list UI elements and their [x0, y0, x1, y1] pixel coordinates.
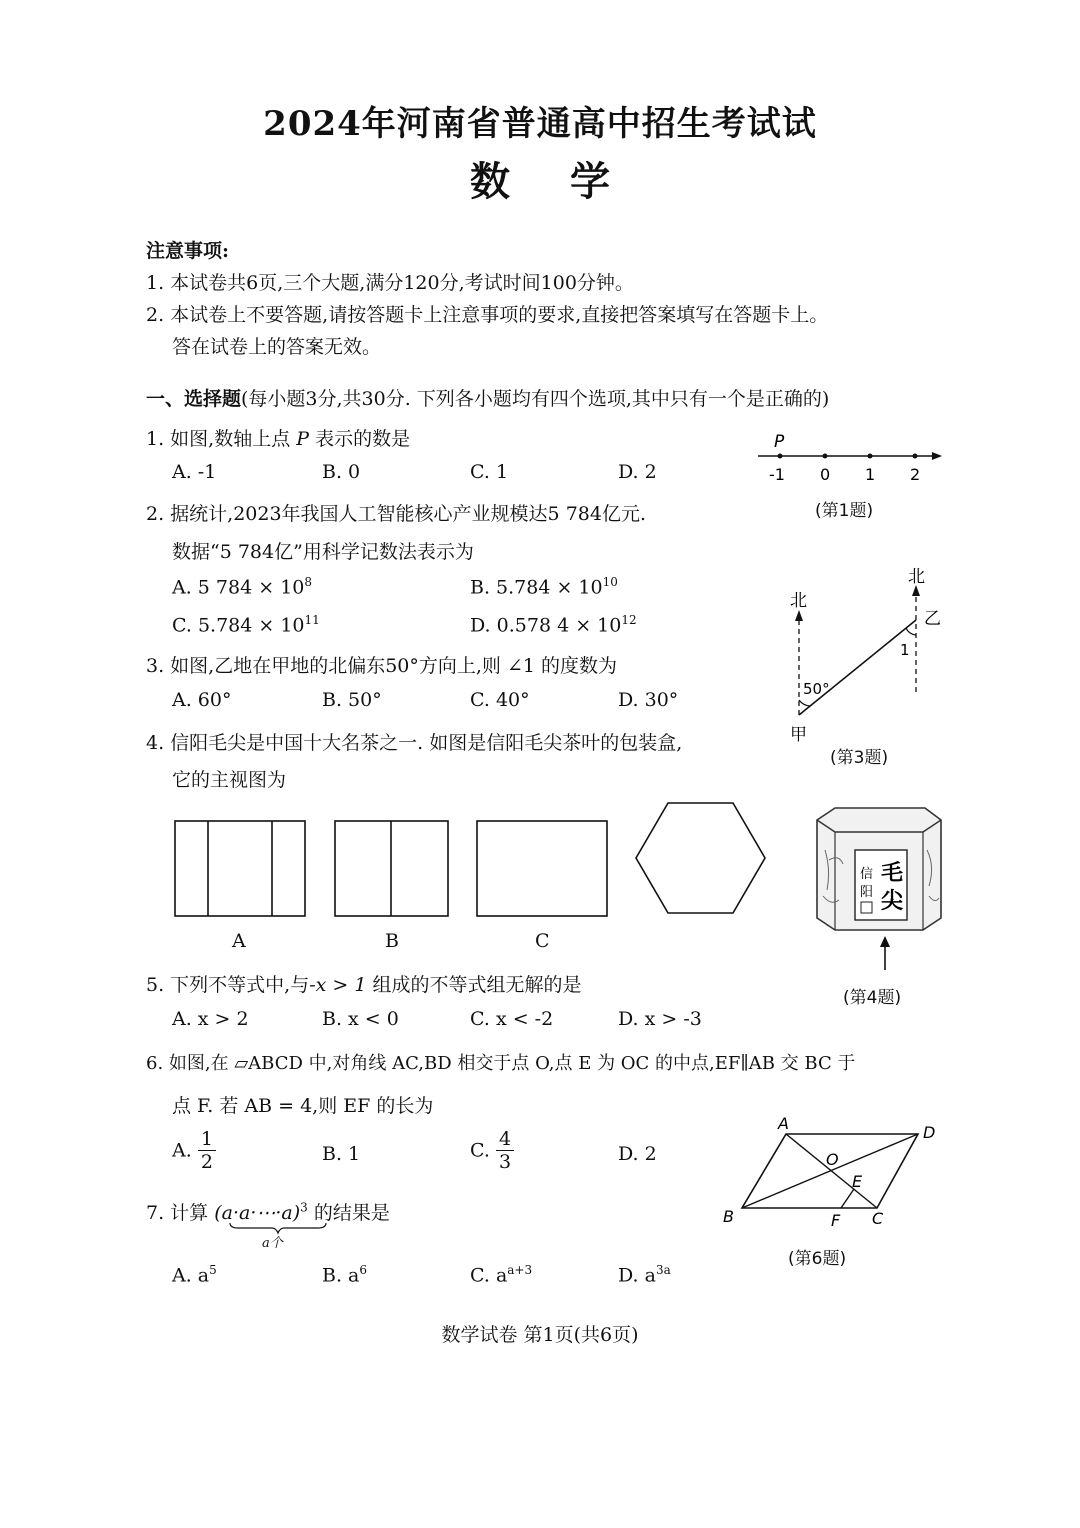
question-7-stem: [146, 1198, 390, 1225]
vertex-a-label: A: [778, 1114, 789, 1133]
q1-option-b: B. 0: [322, 461, 361, 483]
angle-50-arc: [799, 700, 810, 706]
question-6-stem-2: 点 F. 若 AB = 4,则 EF 的长为: [172, 1095, 434, 1117]
question-4-stem-2: 它的主视图为: [172, 769, 287, 791]
vertex-d-label: D: [923, 1123, 936, 1142]
q2-option-d: D. 0.578 $4 \times 10^{12}$: [470, 613, 637, 637]
section-desc: (每小题3分,共30分. 下列各小题均有四个选项,其中只有一个是正确的): [241, 388, 830, 410]
q5-option-c: C. x < -2: [470, 1008, 554, 1030]
point-o-label: O: [826, 1150, 839, 1169]
exam-title: 2024年河南省普通高中招生考试试: [263, 104, 817, 144]
q3-direction-figure: [780, 560, 960, 750]
q7-option-c: C. $a^{a+3}$: [470, 1263, 533, 1287]
q7-brace-label: a个: [262, 1236, 283, 1251]
figure-c-rect: [477, 821, 607, 916]
vertex-c-label: C: [872, 1209, 884, 1228]
q5-stem-b: 组成的不等式组无解的是: [372, 974, 582, 996]
question-2-stem-1: 2. 据统计,2023年我国人工智能核心产业规模达5 784亿元.: [146, 503, 646, 525]
box-text-xin: 信: [860, 867, 874, 882]
question-1-stem: [146, 424, 410, 451]
north-arrow-jia: [795, 610, 803, 621]
q7-exp: 3: [300, 1200, 308, 1215]
q7-option-d: D. $a^{3a}$: [618, 1263, 671, 1287]
q1-stem-var: P: [296, 428, 310, 450]
figure-a-rect: [175, 821, 305, 916]
point-e-label: E: [852, 1172, 863, 1191]
tick-dot-2: [913, 454, 918, 459]
box-text-mao: 毛: [881, 861, 904, 886]
q7-option-a: A. $a^5$: [172, 1263, 217, 1287]
tick-label-2: 2: [910, 465, 921, 484]
q7-expr: (a·a·⋯·a): [214, 1202, 301, 1224]
q6-option-a: A. $\frac{1}{2}$: [172, 1128, 216, 1173]
q6-option-b: B. 1: [322, 1143, 361, 1165]
q7-option-b: B. $a^6$: [322, 1263, 368, 1287]
tick-label-0: 0: [820, 465, 831, 484]
q4-tea-box-figure: [805, 800, 945, 980]
angle-1-arc: [906, 628, 916, 635]
section-title: 一、选择题: [146, 388, 242, 410]
q4-label-c: C: [535, 930, 550, 952]
q5-option-d: D. x > -3: [618, 1008, 702, 1030]
tick-dot-minus1: [778, 454, 783, 459]
q3-option-a: A. 60°: [172, 689, 232, 711]
yi-label: 乙: [924, 609, 941, 629]
q6-parallelogram-figure: [720, 1110, 960, 1240]
tick-label-minus1: -1: [769, 465, 785, 484]
q5-stem-expr: -x > 1: [309, 974, 367, 996]
q3-option-c: C. 40°: [470, 689, 530, 711]
subject-title: 数学: [470, 158, 670, 205]
notice-heading: 注意事项:: [146, 240, 230, 262]
q2-option-a: A. 5 $784 \times 10^8$: [172, 575, 313, 599]
q2-option-b: B. $5.784 \times 10^{10}$: [470, 575, 618, 599]
q3-option-b: B. 50°: [322, 689, 382, 711]
question-5-stem: [146, 970, 582, 997]
box-text-jian: 尖: [881, 889, 904, 914]
q6-caption: (第6题): [788, 1249, 847, 1269]
segment-ef: [841, 1189, 854, 1208]
tick-dot-0: [823, 454, 828, 459]
q6-option-c: C. $\frac{4}{3}$: [470, 1128, 514, 1173]
q1-stem-a: 1. 如图,数轴上点: [146, 428, 291, 450]
jia-label: 甲: [790, 725, 807, 745]
diagonal-bd: [742, 1134, 918, 1208]
q7-stem-b: 的结果是: [313, 1202, 390, 1224]
view-arrow-head: [880, 936, 890, 947]
question-6-stem-1: 6. 如图,在 ▱ABCD 中,对角线 AC,BD 相交于点 O,点 E 为 OC 的中点,EF∥AB 交 BC 于: [146, 1053, 856, 1074]
q3-caption: (第3题): [830, 748, 889, 768]
q5-stem-a: 5. 下列不等式中,与: [146, 974, 310, 996]
q7-stem-a: 7. 计算: [146, 1202, 209, 1224]
q4-label-a: A: [232, 930, 246, 952]
point-f-label: F: [831, 1211, 841, 1230]
q5-option-a: A. x > 2: [172, 1008, 249, 1030]
q1-stem-b: 表示的数是: [315, 428, 411, 450]
section-heading: [146, 384, 829, 411]
notice-item-2: 2. 本试卷上不要答题,请按答题卡上注意事项的要求,直接把答案填写在答题卡上。: [146, 304, 829, 326]
question-3-stem: 3. 如图,乙地在甲地的北偏东50°方向上,则 ∠1 的度数为: [146, 655, 618, 677]
q6-option-a-fraction: $\frac{1}{2}$: [198, 1128, 216, 1173]
q2-option-c: C. $5.784 \times 10^{11}$: [172, 613, 320, 637]
notice-item-1: 1. 本试卷共6页,三个大题,满分120分,考试时间100分钟。: [146, 272, 634, 294]
angle-1-label: 1: [900, 641, 910, 659]
number-line-arrow: [932, 452, 942, 460]
point-p-label: P: [774, 432, 785, 452]
line-jia-yi: [799, 620, 916, 715]
question-2-stem-2: 数据“5 784亿”用科学记数法表示为: [172, 541, 474, 563]
q1-caption: (第1题): [815, 501, 874, 521]
q4-option-figures: [170, 815, 790, 925]
q6-option-c-fraction: $\frac{4}{3}$: [496, 1128, 514, 1173]
tick-label-1: 1: [865, 465, 876, 484]
q1-option-a: A. -1: [172, 461, 217, 483]
q1-option-d: D. 2: [618, 461, 657, 483]
figure-d-hexagon: [636, 803, 765, 913]
q4-label-b: B: [385, 930, 399, 952]
box-text-yang: 阳: [860, 885, 874, 900]
q6-option-d: D. 2: [618, 1143, 657, 1165]
q1-option-c: C. 1: [470, 461, 509, 483]
q3-option-d: D. 30°: [618, 689, 679, 711]
q5-option-b: B. x < 0: [322, 1008, 399, 1030]
tick-dot-1: [868, 454, 873, 459]
page-footer: 数学试卷 第1页(共6页): [441, 1324, 639, 1346]
question-4-stem-1: 4. 信阳毛尖是中国十大名茶之一. 如图是信阳毛尖茶叶的包装盒,: [146, 732, 683, 754]
north-label-1: 北: [790, 591, 807, 611]
notice-item-2-cont: 答在试卷上的答案无效。: [172, 336, 382, 358]
vertex-b-label: B: [723, 1207, 734, 1226]
q4-caption: (第4题): [843, 988, 902, 1008]
angle-50-label: 50°: [803, 680, 830, 698]
north-label-2: 北: [908, 567, 925, 587]
